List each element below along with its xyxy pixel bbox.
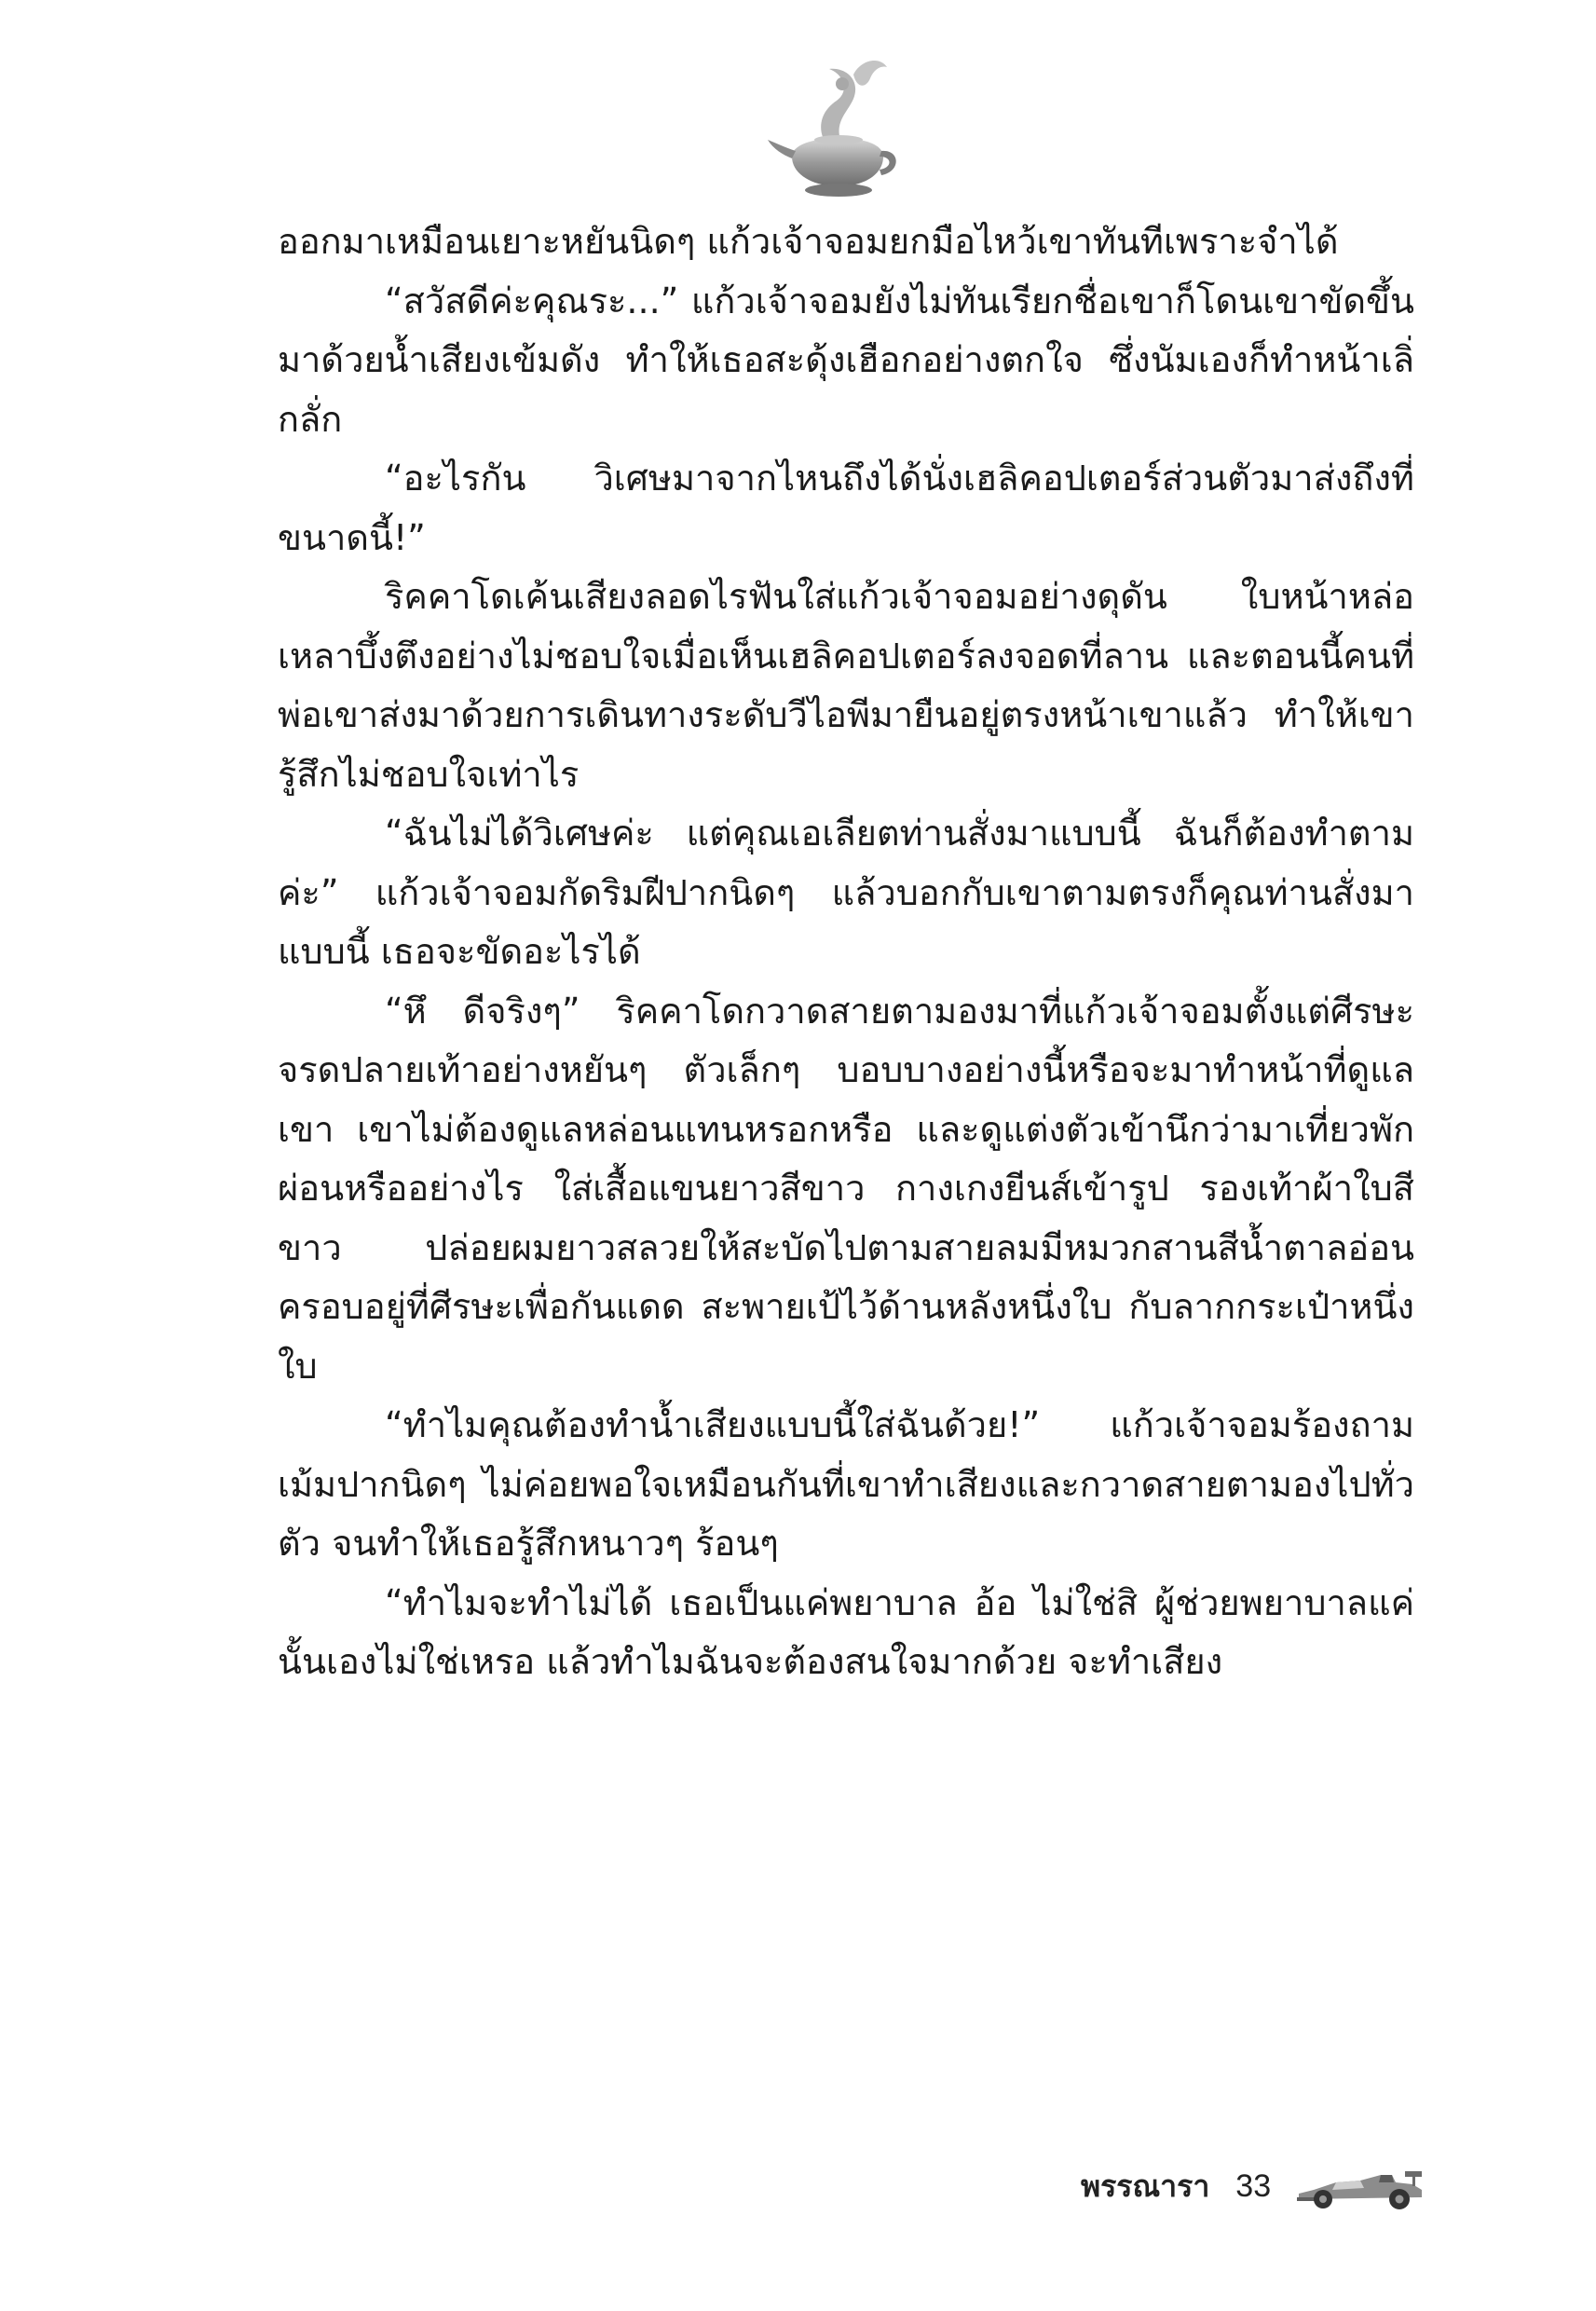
- page-footer: [1081, 2158, 1425, 2214]
- paragraph: ริคคาโดเค้นเสียงลอดไรฟันใส่แก้วเจ้าจอมอย่างดุดัน ใบหน้าหล่อเหลาบึ้งตึงอย่างไม่ชอบใจเมื่อเห็นเฮลิคอปเตอร์ลงจอดที่ลาน และตอนนี้คนที่พ่อเขาส่งมาด้วยการเดินทางระดับวีไอพีมายืนอยู่ตรงหน้าเขาแล้ว ทำให้เขารู้สึกไม่ชอบใจเท่าไร: [278, 576, 1414, 795]
- paragraph: “ทำไมจะทำไม่ได้ เธอเป็นแค่พยาบาล อ้อ ไม่ใช่สิ ผู้ช่วยพยาบาลแค่นั้นเองไม่ใช่เหรอ แล้วทำไมฉันจะต้องสนใจมากด้วย จะทำเสียง: [278, 1581, 1414, 1682]
- paragraph: “สวัสดีค่ะคุณระ...” แก้วเจ้าจอมยังไม่ทันเรียกชื่อเขาก็โดนเขาขัดขึ้นมาด้วยน้ำเสียงเข้มดัง ทำให้เธอสะดุ้งเฮือกอย่างตกใจ ซึ่งนัมเองก็ทำหน้าเลิ่กลั่ก: [278, 280, 1414, 440]
- paragraph: “หึ ดีจริงๆ” ริคคาโดกวาดสายตามองมาที่แก้วเจ้าจอมตั้งแต่ศีรษะจรดปลายเท้าอย่างหยันๆ ตัวเล็กๆ บอบบางอย่างนี้หรือจะมาทำหน้าที่ดูแลเขา เขาไม่ต้องดูแลหล่อนแทนหรอกหรือ และดูแต่งตัวเข้านึกว่ามาเที่ยวพักผ่อนหรืออย่างไร ใส่เสื้อแขนยาวสีขาว กางเกงยีนส์เข้ารูป รองเท้าผ้าใบสีขาว ปล่อยผมยาวสลวยให้สะบัดไปตามสายลมมีหมวกสานสีน้ำตาลอ่อนครอบอยู่ที่ศีรษะเพื่อกันแดด สะพายเป้ไว้ด้านหลังหนึ่งใบ กับลากกระเป๋าหนึ่งใบ: [278, 990, 1414, 1387]
- body-text: [278, 212, 1414, 1692]
- paragraph: ออกมาเหมือนเยาะหยันนิดๆ แก้วเจ้าจอมยกมือไหว้เขาทันทีเพราะจำได้: [278, 221, 1339, 262]
- paragraph: “ฉันไม่ได้วิเศษค่ะ แต่คุณเอเลียตท่านสั่งมาแบบนี้ ฉันก็ต้องทำตามค่ะ” แก้วเจ้าจอมกัดริมฝีปากนิดๆ แล้วบอกกับเขาตามตรงก็คุณท่านสั่งมาแบบนี้ เธอจะขัดอะไรได้: [278, 813, 1414, 972]
- paragraph: “อะไรกัน วิเศษมาจากไหนถึงได้นั่งเฮลิคอปเตอร์ส่วนตัวมาส่งถึงที่ขนาดนี้!”: [278, 458, 1414, 558]
- page-number: 33: [1235, 2167, 1272, 2204]
- race-car-icon: [1295, 2162, 1425, 2210]
- paragraph: “ทำไมคุณต้องทำน้ำเสียงแบบนี้ใส่ฉันด้วย!” แก้วเจ้าจอมร้องถามเม้มปากนิดๆ ไม่ค่อยพอใจเหมือนกันที่เขาทำเสียงและกวาดสายตามองไปทั่วตัว จนทำให้เธอรู้สึกหนาวๆ ร้อนๆ: [278, 1404, 1414, 1564]
- teapot-emblem-icon: [764, 47, 904, 205]
- book-title: พรรณารา: [1081, 2167, 1210, 2204]
